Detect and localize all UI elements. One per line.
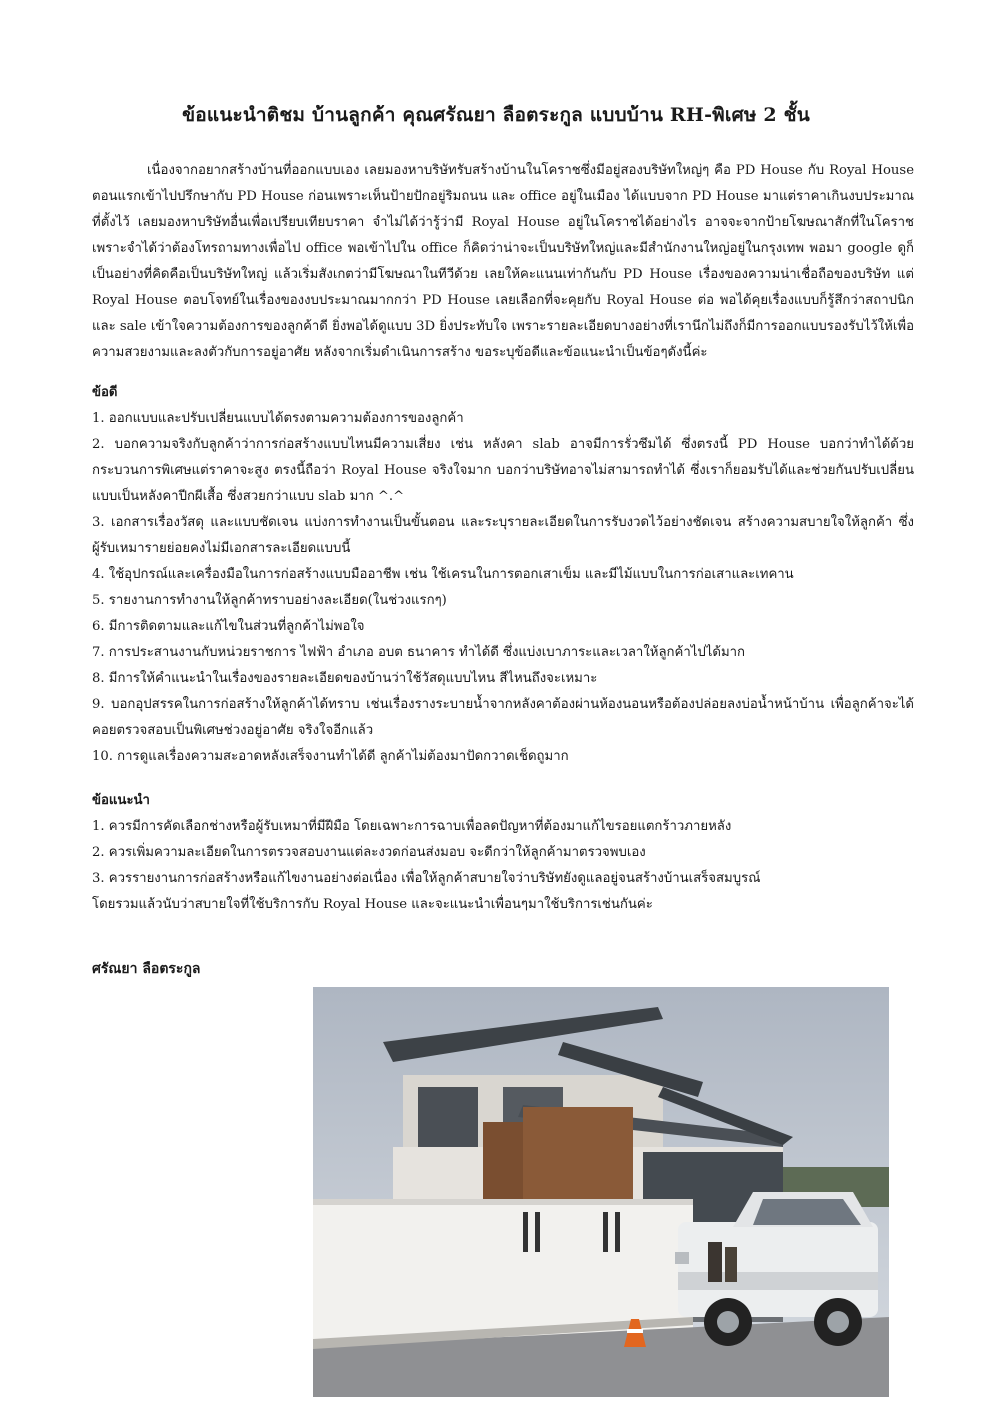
- document-title: ข้อแนะนำติชม บ้านลูกค้า คุณศรัณยา ลือตระกูล แบบบ้าน RH-พิเศษ 2 ชั้น: [182, 104, 810, 126]
- intro-block: [92, 158, 914, 366]
- suggestions-heading: ข้อแนะนำ: [92, 793, 150, 808]
- pros-item: 5. รายงานการทำงานให้ลูกค้าทราบอย่างละเอียด(ในช่วงแรกๆ): [92, 593, 447, 608]
- house-photo: [313, 987, 889, 1397]
- intro-paragraph: เนื่องจากอยากสร้างบ้านที่ออกแบบเอง เลยมองหาบริษัทรับสร้างบ้านในโคราชซึ่งมีอยู่สองบริษัทใหญ่ๆ คือ PD House กับ Royal House ตอนแรกเข้าไปปรึกษากับ PD House ก่อนเพราะเห็นป้ายปักอยู่ริมถนน และ office อยู่ในเมือง ได้แบบจาก PD House มาแต่ราคาเกินงบประมาณที่ตั้งไว้ เลยมองหาบริษัทอื่นเพื่อเปรียบเทียบราคา จำไม่ได้ว่ารู้ว่ามี Royal House อยู่ในโคราชได้อย่างไร อาจจะจากป้ายโฆษณาสักที่ในโคราช เพราะจำได้ว่าต้องโทรถามทางเพื่อไป office พอเข้าไปใน office ก็คิดว่าน่าจะเป็นบริษัทใหญ่และมีสำนักงานใหญ่อยู่ในกรุงเทพ พอมา google ดูก็เป็นอย่างที่คิดคือเป็นบริษัทใหญ่ แล้วเริ่มสังเกตว่ามีโฆษณาในทีวีด้วย เลยให้คะแนนเท่ากันกับ PD House เรื่องของความน่าเชื่อถือของบริษัท แต่ Royal House ตอบโจทย์ในเรื่องของงบประมาณมากกว่า PD House เลยเลือกที่จะคุยกับ Royal House ต่อ พอได้คุยเรื่องแบบก็รู้สึกว่าสถาปนิกและ sale เข้าใจความต้องการของลูกค้าดี ยิ่งพอได้ดูแบบ 3D ยิ่งประทับใจ เพราะรายละเอียดบางอย่างที่เรานึกไม่ถึงก็มีการออกแบบรองรับไว้ให้เพื่อความสวยงามและลงตัวกับการอยู่อาศัย หลังจากเริ่มดำเนินการสร้าง ขอระบุข้อดีและข้อแนะนำเป็นข้อๆดังนี้ค่ะ: [92, 163, 914, 360]
- pros-section: [92, 380, 914, 770]
- suggestion-item: 2. ควรเพิ่มความละเอียดในการตรวจสอบงานแต่ละงวดก่อนส่งมอบ จะดีกว่าให้ลูกค้ามาตรวจพบเอง: [92, 845, 646, 860]
- pros-item: 3. เอกสารเรื่องวัสดุ และแบบชัดเจน แบ่งการทำงานเป็นขั้นตอน และระบุรายละเอียดในการรับงวดไว้อย่างชัดเจน สร้างความสบายใจให้ลูกค้า ซึ่งผู้รับเหมารายย่อยคงไม่มีเอกสารละเอียดแบบนี้: [92, 515, 914, 556]
- pros-item: 4. ใช้อุปกรณ์และเครื่องมือในการก่อสร้างแบบมืออาชีพ เช่น ใช้เครนในการตอกเสาเข็ม และมีไม้แบบในการก่อเสาและเทคาน: [92, 567, 794, 582]
- pros-item: 1. ออกแบบและปรับเปลี่ยนแบบได้ตรงตามความต้องการของลูกค้า: [92, 411, 464, 426]
- people: [708, 1242, 722, 1282]
- pros-item: 10. การดูแลเรื่องความสะอาดหลังเสร็จงานทำได้ดี ลูกค้าไม่ต้องมาปัดกวาดเช็ดถูมาก: [92, 749, 569, 764]
- pros-item: 2. บอกความจริงกับลูกค้าว่าการก่อสร้างแบบไหนมีความเสี่ยง เช่น หลังคา slab อาจมีการรั่วซึมได้ ซึ่งตรงนี้ PD House บอกว่าทำได้ด้วยกระบวนการพิเศษแต่ราคาจะสูง ตรงนี้ถือว่า Royal House จริงใจมาก บอกว่าบริษัทอาจไม่สามารถทำได้ ซึ่งเราก็ยอมรับได้และช่วยกันปรับเปลี่ยนแบบเป็นหลังคาปีกผีเสื้อ ซึ่งสวยกว่าแบบ slab มาก ^.^: [92, 437, 914, 504]
- pros-item: 8. มีการให้คำแนะนำในเรื่องของรายละเอียดของบ้านว่าใช้วัสดุแบบไหน สีไหนถึงจะเหมาะ: [92, 671, 598, 686]
- suggestion-item: 3. ควรรายงานการก่อสร้างหรือแก้ไขงานอย่างต่อเนื่อง เพื่อให้ลูกค้าสบายใจว่าบริษัทยังดูแลอยู่จนสร้างบ้านเสร็จสมบูรณ์: [92, 871, 761, 886]
- pros-item: 7. การประสานงานกับหน่วยราชการ ไฟฟ้า อำเภอ อบต ธนาคาร ทำได้ดี ซึ่งแบ่งเบาภาระและเวลาให้ลูกค้าไปได้มาก: [92, 645, 746, 660]
- suggestion-item: 1. ควรมีการคัดเลือกช่างหรือผู้รับเหมาที่มีฝีมือ โดยเฉพาะการฉาบเพื่อลดปัญหาที่ต้องมาแก้ไขรอยแตกร้าวภายหลัง: [92, 819, 732, 834]
- pros-item: 9. บอกอุปสรรคในการก่อสร้างให้ลูกค้าได้ทราบ เช่นเรื่องรางระบายน้ำจากหลังคาต้องผ่านห้องนอนหรือต้องปล่อยลงบ่อน้ำหน้าบ้าน เพื่อลูกค้าจะได้คอยตรวจสอบเป็นพิเศษช่วงอยู่อาศัย จริงใจอีกแล้ว: [92, 697, 914, 738]
- signature-name: ศรัณยา ลือตระกูล: [92, 961, 201, 977]
- suggestions-section: [92, 788, 914, 918]
- closing-statement: โดยรวมแล้วนับว่าสบายใจที่ใช้บริการกับ Royal House และจะแนะนำเพื่อนๆมาใช้บริการเช่นกันค่ะ: [92, 897, 653, 912]
- pros-item: 6. มีการติดตามและแก้ไขในส่วนที่ลูกค้าไม่พอใจ: [92, 619, 365, 634]
- pros-heading: ข้อดี: [92, 385, 118, 400]
